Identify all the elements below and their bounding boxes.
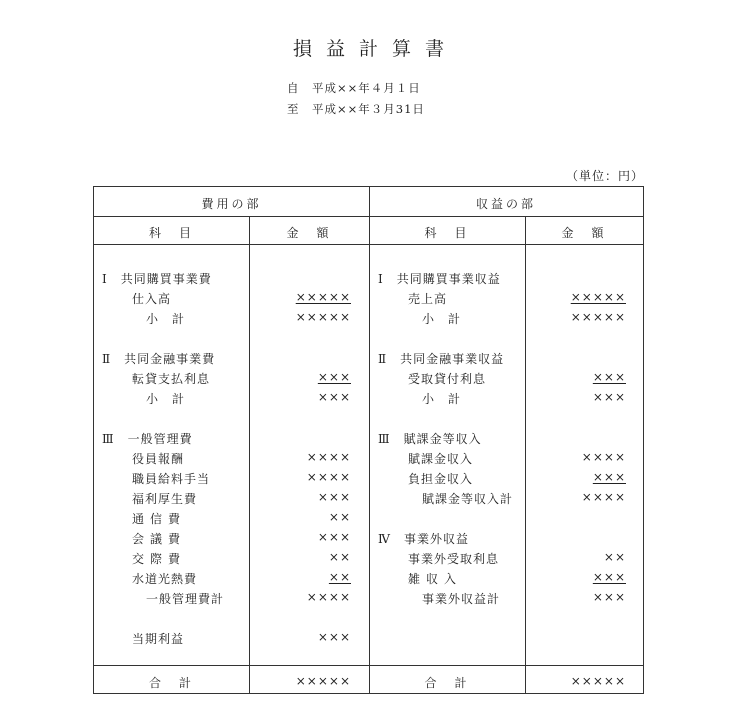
- expense-row-amount: ×××: [317, 370, 351, 384]
- expense-amount-divider: [249, 217, 250, 693]
- expense-subtotal-label: 一般管理費計: [146, 592, 225, 606]
- expense-amount-header: 金 額: [286, 226, 332, 240]
- revenue-row-label: 賦課金収入: [408, 452, 474, 466]
- revenue-heading-finance: Ⅱ 共同金融事業収益: [378, 352, 505, 366]
- period-from: 自 平成××年４月１日: [287, 81, 421, 95]
- expense-row-label: 職員給料手当: [132, 472, 211, 486]
- expense-row-label: 会議費: [132, 532, 187, 546]
- expense-row-amount: ×××: [317, 530, 351, 544]
- revenue-subtotal-amount: ×××: [592, 390, 626, 404]
- expense-row-amount: ××: [328, 550, 351, 564]
- expense-row-amount: ××: [328, 570, 351, 584]
- revenue-row-amount: ×××: [592, 570, 626, 584]
- revenue-row-label: 負担金収入: [408, 472, 474, 486]
- unit-label: （単位：円）: [565, 169, 644, 183]
- expense-row-amount: ××: [328, 510, 351, 524]
- expense-row-amount: ×××: [317, 490, 351, 504]
- expense-row-label: 交際費: [132, 552, 187, 566]
- revenue-total-label: 合 計: [424, 676, 470, 690]
- net-income-label: 当期利益: [132, 632, 185, 646]
- expense-heading-admin: Ⅲ 一般管理費: [102, 432, 193, 446]
- revenue-amount-header: 金 額: [561, 226, 607, 240]
- section-divider: [369, 187, 370, 693]
- net-income-amount: ×××: [317, 630, 351, 644]
- expense-row-label: 通信費: [132, 512, 187, 526]
- expense-row-amount: ××××: [306, 450, 351, 464]
- revenue-subject-header: 科 目: [424, 226, 470, 240]
- expense-subtotal-amount: ×××: [317, 390, 351, 404]
- revenue-row-label: 雑収入: [408, 572, 463, 586]
- revenue-row-amount: ×××××: [570, 290, 626, 304]
- revenue-heading-levies: Ⅲ 賦課金等収入: [378, 432, 482, 446]
- revenue-heading-nonoperating: Ⅳ 事業外収益: [378, 532, 469, 546]
- expense-row-label: 転貸支払利息: [132, 372, 211, 386]
- expense-heading-purchasing: Ⅰ 共同購買事業費: [102, 272, 212, 286]
- revenue-subtotal-label: 賦課金等収入計: [422, 492, 514, 506]
- expense-row-amount: ×××××: [295, 290, 351, 304]
- revenue-row-label: 受取貸付利息: [408, 372, 487, 386]
- revenue-row-amount: ×××: [592, 370, 626, 384]
- revenue-subtotal-amount: ×××××: [570, 310, 626, 324]
- expense-total-amount: ×××××: [295, 674, 351, 688]
- expense-subtotal-label: 小 計: [146, 392, 186, 406]
- revenue-row-label: 事業外受取利息: [408, 552, 500, 566]
- revenue-row-label: 売上高: [408, 292, 448, 306]
- expense-total-label: 合 計: [148, 676, 194, 690]
- revenue-subtotal-label: 小 計: [422, 392, 462, 406]
- expense-row-label: 水道光熱費: [132, 572, 198, 586]
- revenue-amount-divider: [525, 217, 526, 693]
- expense-section-header: 費用の部: [201, 197, 262, 211]
- revenue-subtotal-amount: ××××: [581, 490, 626, 504]
- expense-heading-finance: Ⅱ 共同金融事業費: [102, 352, 216, 366]
- page-title: 損益計算書: [292, 38, 458, 60]
- revenue-subtotal-amount: ×××: [592, 590, 626, 604]
- expense-subtotal-amount: ××××: [306, 590, 351, 604]
- expense-row-label: 福利厚生費: [132, 492, 198, 506]
- revenue-subtotal-label: 小 計: [422, 312, 462, 326]
- revenue-total-amount: ×××××: [570, 674, 626, 688]
- revenue-subtotal-label: 事業外収益計: [422, 592, 501, 606]
- revenue-row-amount: ×××: [592, 470, 626, 484]
- expense-subject-header: 科 目: [148, 226, 194, 240]
- revenue-row-amount: ××: [603, 550, 626, 564]
- expense-subtotal-label: 小 計: [146, 312, 186, 326]
- expense-row-label: 仕入高: [132, 292, 172, 306]
- expense-subtotal-amount: ×××××: [295, 310, 351, 324]
- revenue-section-header: 収益の部: [475, 197, 536, 211]
- revenue-heading-purchasing: Ⅰ 共同購買事業収益: [378, 272, 501, 286]
- revenue-row-amount: ××××: [581, 450, 626, 464]
- period-to: 至 平成××年３月31日: [287, 102, 425, 116]
- expense-row-amount: ××××: [306, 470, 351, 484]
- income-statement-table: [93, 186, 644, 694]
- expense-row-label: 役員報酬: [132, 452, 185, 466]
